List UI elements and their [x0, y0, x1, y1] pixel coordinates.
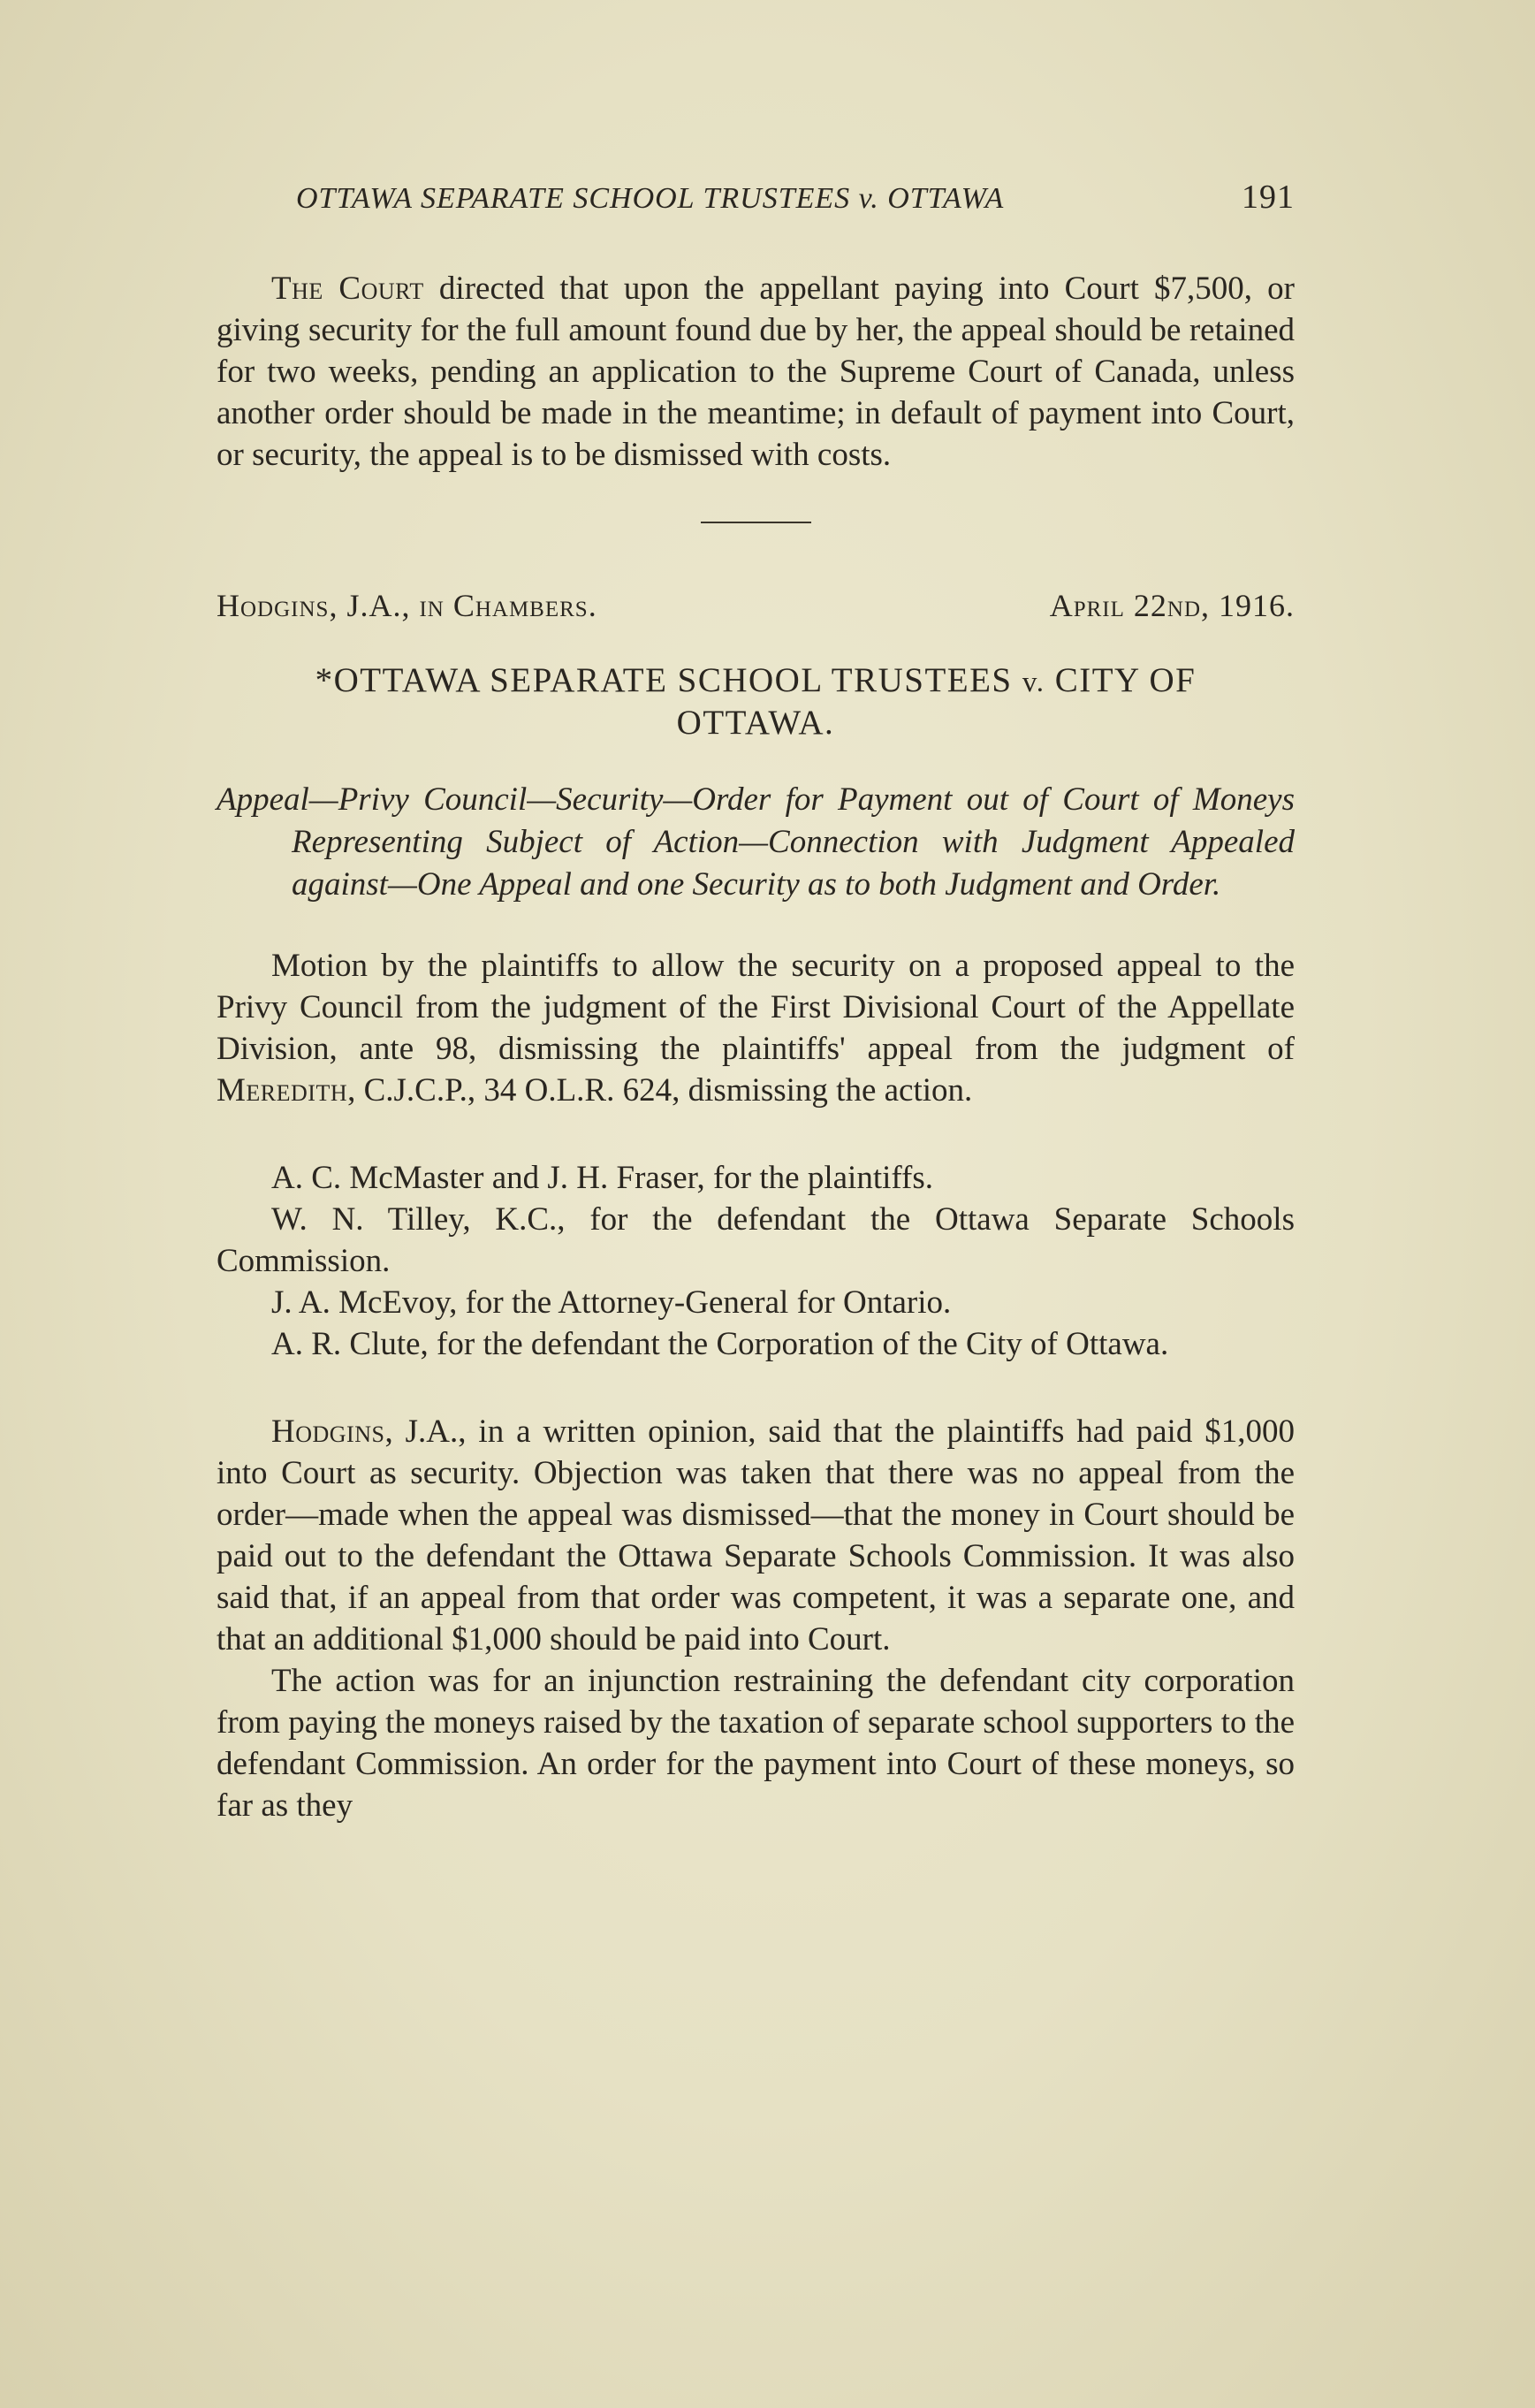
- motion-paragraph: [217, 945, 1295, 1111]
- case-title-line2: OTTAWA.: [676, 704, 835, 742]
- motion-text-b: , C.J.C.P., 34 O.L.R. 624, dismissing the action.: [347, 1072, 973, 1109]
- court-line: [217, 585, 1295, 627]
- section-divider: [701, 522, 811, 523]
- opinion-paragraph-1: [217, 1411, 1295, 1660]
- page-number: 191: [1242, 179, 1295, 216]
- case-title: [217, 660, 1295, 743]
- counsel-entry: A. C. McMaster and J. H. Fraser, for the plaintiffs.: [271, 1160, 933, 1196]
- motion-text-a: Motion by the plaintiffs to allow the security on a proposed appeal to the Privy Council from the judgment of the First Divisional Court of the Appellate Division, ante 98, dismissing the plaintiffs' appeal from the judgment of: [217, 948, 1295, 1067]
- court-lead: The Court: [271, 271, 424, 307]
- counsel-entry: A. R. Clute, for the defendant the Corporation of the City of Ottawa.: [271, 1326, 1169, 1362]
- case-title-part-a: *OTTAWA SEPARATE SCHOOL TRUSTEES: [315, 661, 1022, 699]
- text-column: [217, 177, 1295, 1826]
- counsel-entry: J. A. McEvoy, for the Attorney-General for Ontario.: [271, 1284, 952, 1321]
- prior-case-conclusion: [217, 268, 1295, 476]
- running-head-title: OTTAWA SEPARATE SCHOOL TRUSTEES v. OTTAWA: [296, 182, 1005, 215]
- opinion-text-1: , J.A., in a written opinion, said that the plaintiffs had paid $1,000 into Court as security. Objection was taken that there was no appeal from the order—made when the appeal was dismissed—that the money in Court should be paid out to the defendant the Ottawa Separate Schools Commission. It was also said that, if an appeal from that order was competent, it was a separate one, and that an additional $1,000 should be paid into Court.: [217, 1414, 1295, 1657]
- headnote: Appeal—Privy Council—Security—Order for Payment out of Court of Moneys Representing Subject of Action—Connection with Judgment Appealed against—One Appeal and one Security as to both Judgment and Order.: [217, 781, 1295, 903]
- counsel-entry: W. N. Tilley, K.C., for the defendant the Ottawa Separate Schools Commission.: [217, 1201, 1295, 1279]
- counsel-list: [217, 1157, 1295, 1365]
- opinion-judge: Hodgins: [271, 1414, 385, 1450]
- decision-date: April 22nd, 1916.: [1049, 588, 1295, 623]
- judge-chambers: Hodgins, J.A., in Chambers.: [217, 588, 597, 623]
- opinion-paragraph-2: The action was for an injunction restraining the defendant city corporation from paying the moneys raised by the taxation of separate school supporters to the defendant Commission. An order for the payment into Court of these moneys, so far as they: [217, 1663, 1295, 1824]
- case-title-part-b: CITY OF: [1045, 661, 1197, 699]
- case-title-line1: [217, 660, 1295, 703]
- running-head: [217, 177, 1295, 219]
- case-title-versus: v.: [1022, 667, 1045, 698]
- prior-case-text: directed that upon the appellant paying into Court $7,500, or giving security for the full amount found due by her, the appeal should be retained for two weeks, pending an application to the Supreme Court of Canada, unless another order should be made in the meantime; in default of payment into Court, or security, the appeal is to be dismissed with costs.: [217, 271, 1295, 473]
- motion-judge: Meredith: [217, 1072, 348, 1109]
